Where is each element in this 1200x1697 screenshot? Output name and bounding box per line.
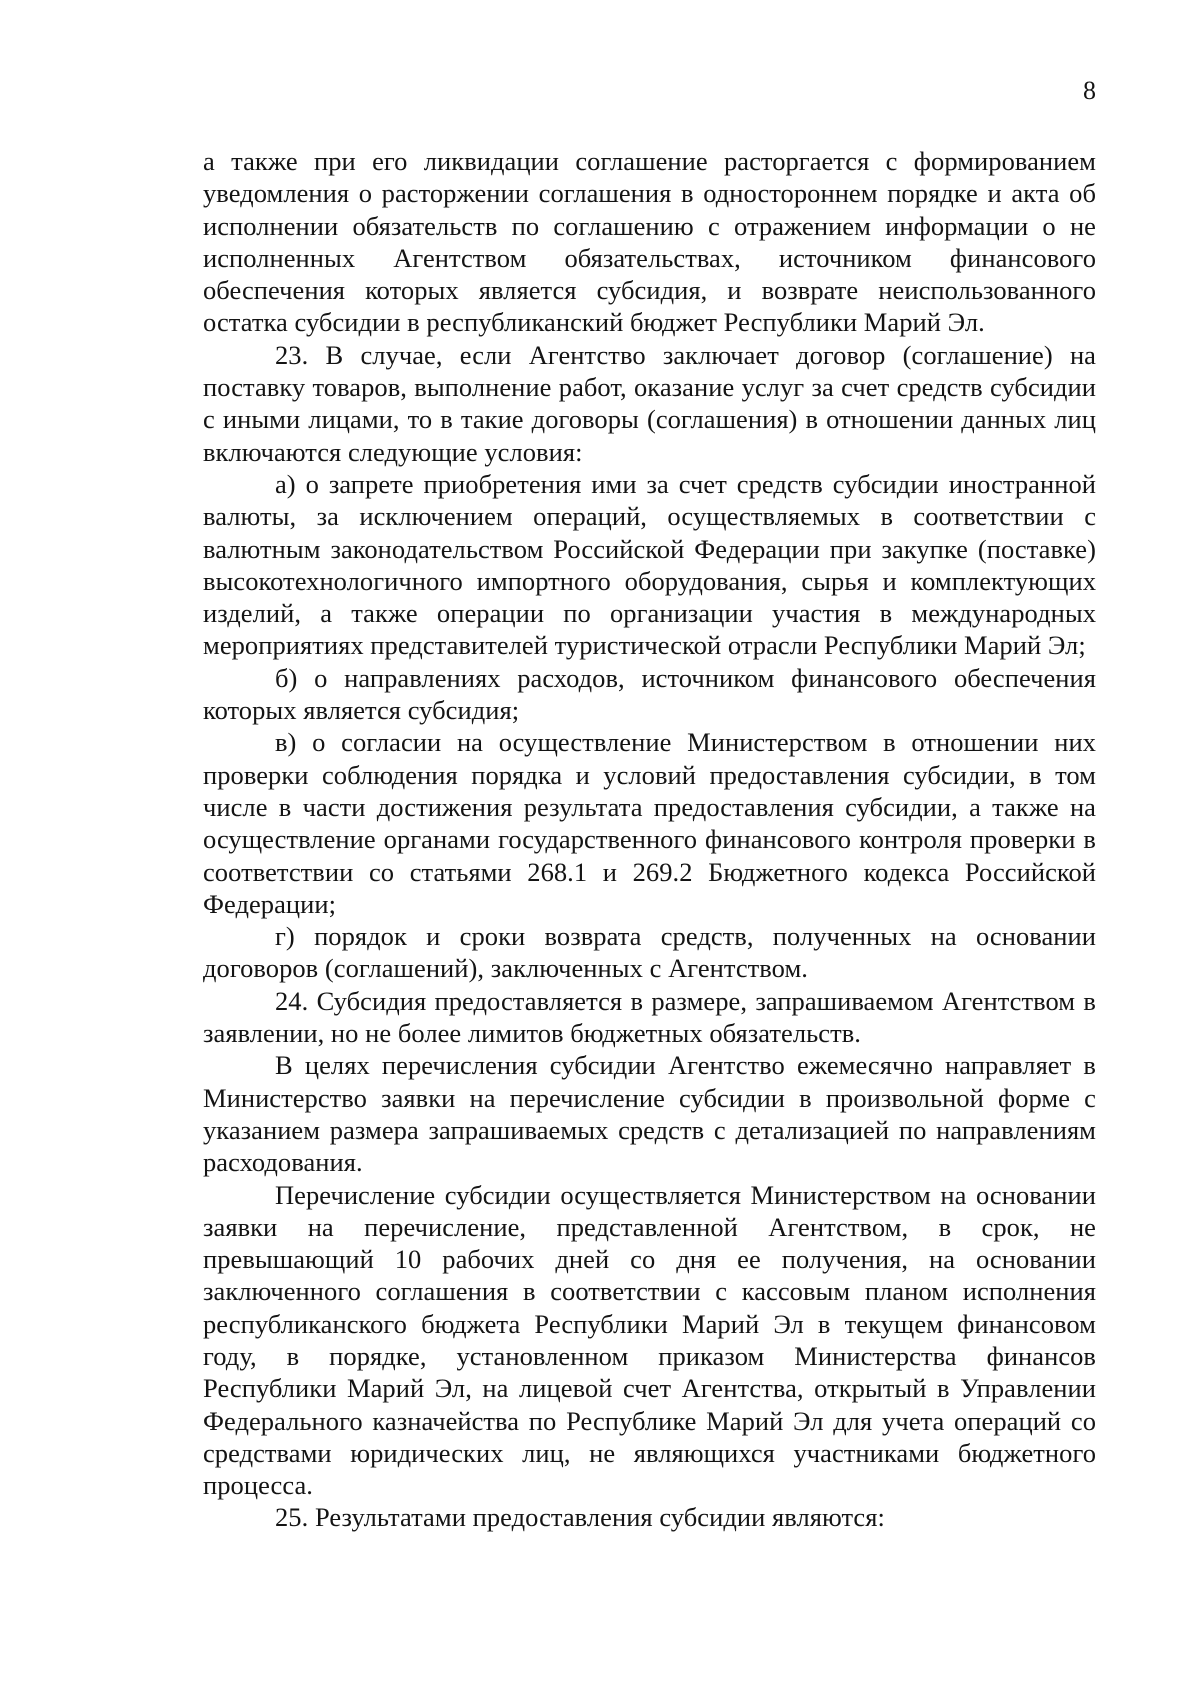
paragraph-clause-23: 23. В случае, если Агентство заключает договор (соглашение) на поставку товаров, выполнение работ, оказание услуг за счет средств субсидии с иными лицами, то в такие договоры (соглашения) в отношении данных лиц включаются следующие условия: [203, 339, 1096, 467]
paragraph-continuation: а также при его ликвидации соглашение расторгается с формированием уведомления о расторжении соглашения в одностороннем порядке и акта об исполнении обязательств по соглашению с отражением информации о не исполненных Агентством обязательствах, источником финансового обеспечения которых является субсидия, и возврате неиспользованного остатка субсидии в республиканский бюджет Республики Марий Эл. [203, 146, 1096, 338]
paragraph-clause-24: 24. Субсидия предоставляется в размере, запрашиваемом Агентством в заявлении, но не более лимитов бюджетных обязательств. [203, 985, 1096, 1049]
document-body [203, 145, 1096, 1534]
paragraph-transfer-request: В целях перечисления субсидии Агентство ежемесячно направляет в Министерство заявки на перечисление субсидии в произвольной форме с указанием размера запрашиваемых средств с детализацией по направлениям расходования. [203, 1050, 1096, 1178]
paragraph-clause-23-a: а) о запрете приобретения ими за счет средств субсидии иностранной валюты, за исключением операций, осуществляемых в соответствии с валютным законодательством Российской Федерации при закупке (поставке) высокотехнологичного импортного оборудования, сырья и комплектующих изделий, а также операции по организации участия в международных мероприятиях представителей туристической отрасли Республики Марий Эл; [203, 468, 1096, 661]
paragraph-transfer: Перечисление субсидии осуществляется Министерством на основании заявки на перечисление, представленной Агентством, в срок, не превышающий 10 рабочих дней со дня ее получения, на основании заключенного соглашения в соответствии с кассовым планом исполнения республиканского бюджета Республики Марий Эл в текущем финансовом году, в порядке, установленном приказом Министерства финансов Республики Марий Эл, на лицевой счет Агентства, открытый в Управлении Федерального казначейства по Республике Марий Эл для учета операций со средствами юридических лиц, не являющихся участниками бюджетного процесса. [203, 1179, 1096, 1501]
paragraph-clause-23-v: в) о согласии на осуществление Министерством в отношении них проверки соблюдения порядка и условий предоставления субсидии, в том числе в части достижения результата предоставления субсидии, а также на осуществление органами государственного финансового контроля проверки в соответствии со статьями 268.1 и 269.2 Бюджетного кодекса Российской Федерации; [203, 727, 1096, 919]
paragraph-clause-23-b: б) о направлениях расходов, источником финансового обеспечения которых является субсидия; [203, 662, 1096, 726]
paragraph-clause-23-g: г) порядок и сроки возврата средств, полученных на основании договоров (соглашений), заключенных с Агентством. [203, 921, 1096, 984]
page-number: 8 [1083, 76, 1096, 105]
paragraph-clause-25: 25. Результатами предоставления субсидии являются: [275, 1502, 885, 1533]
